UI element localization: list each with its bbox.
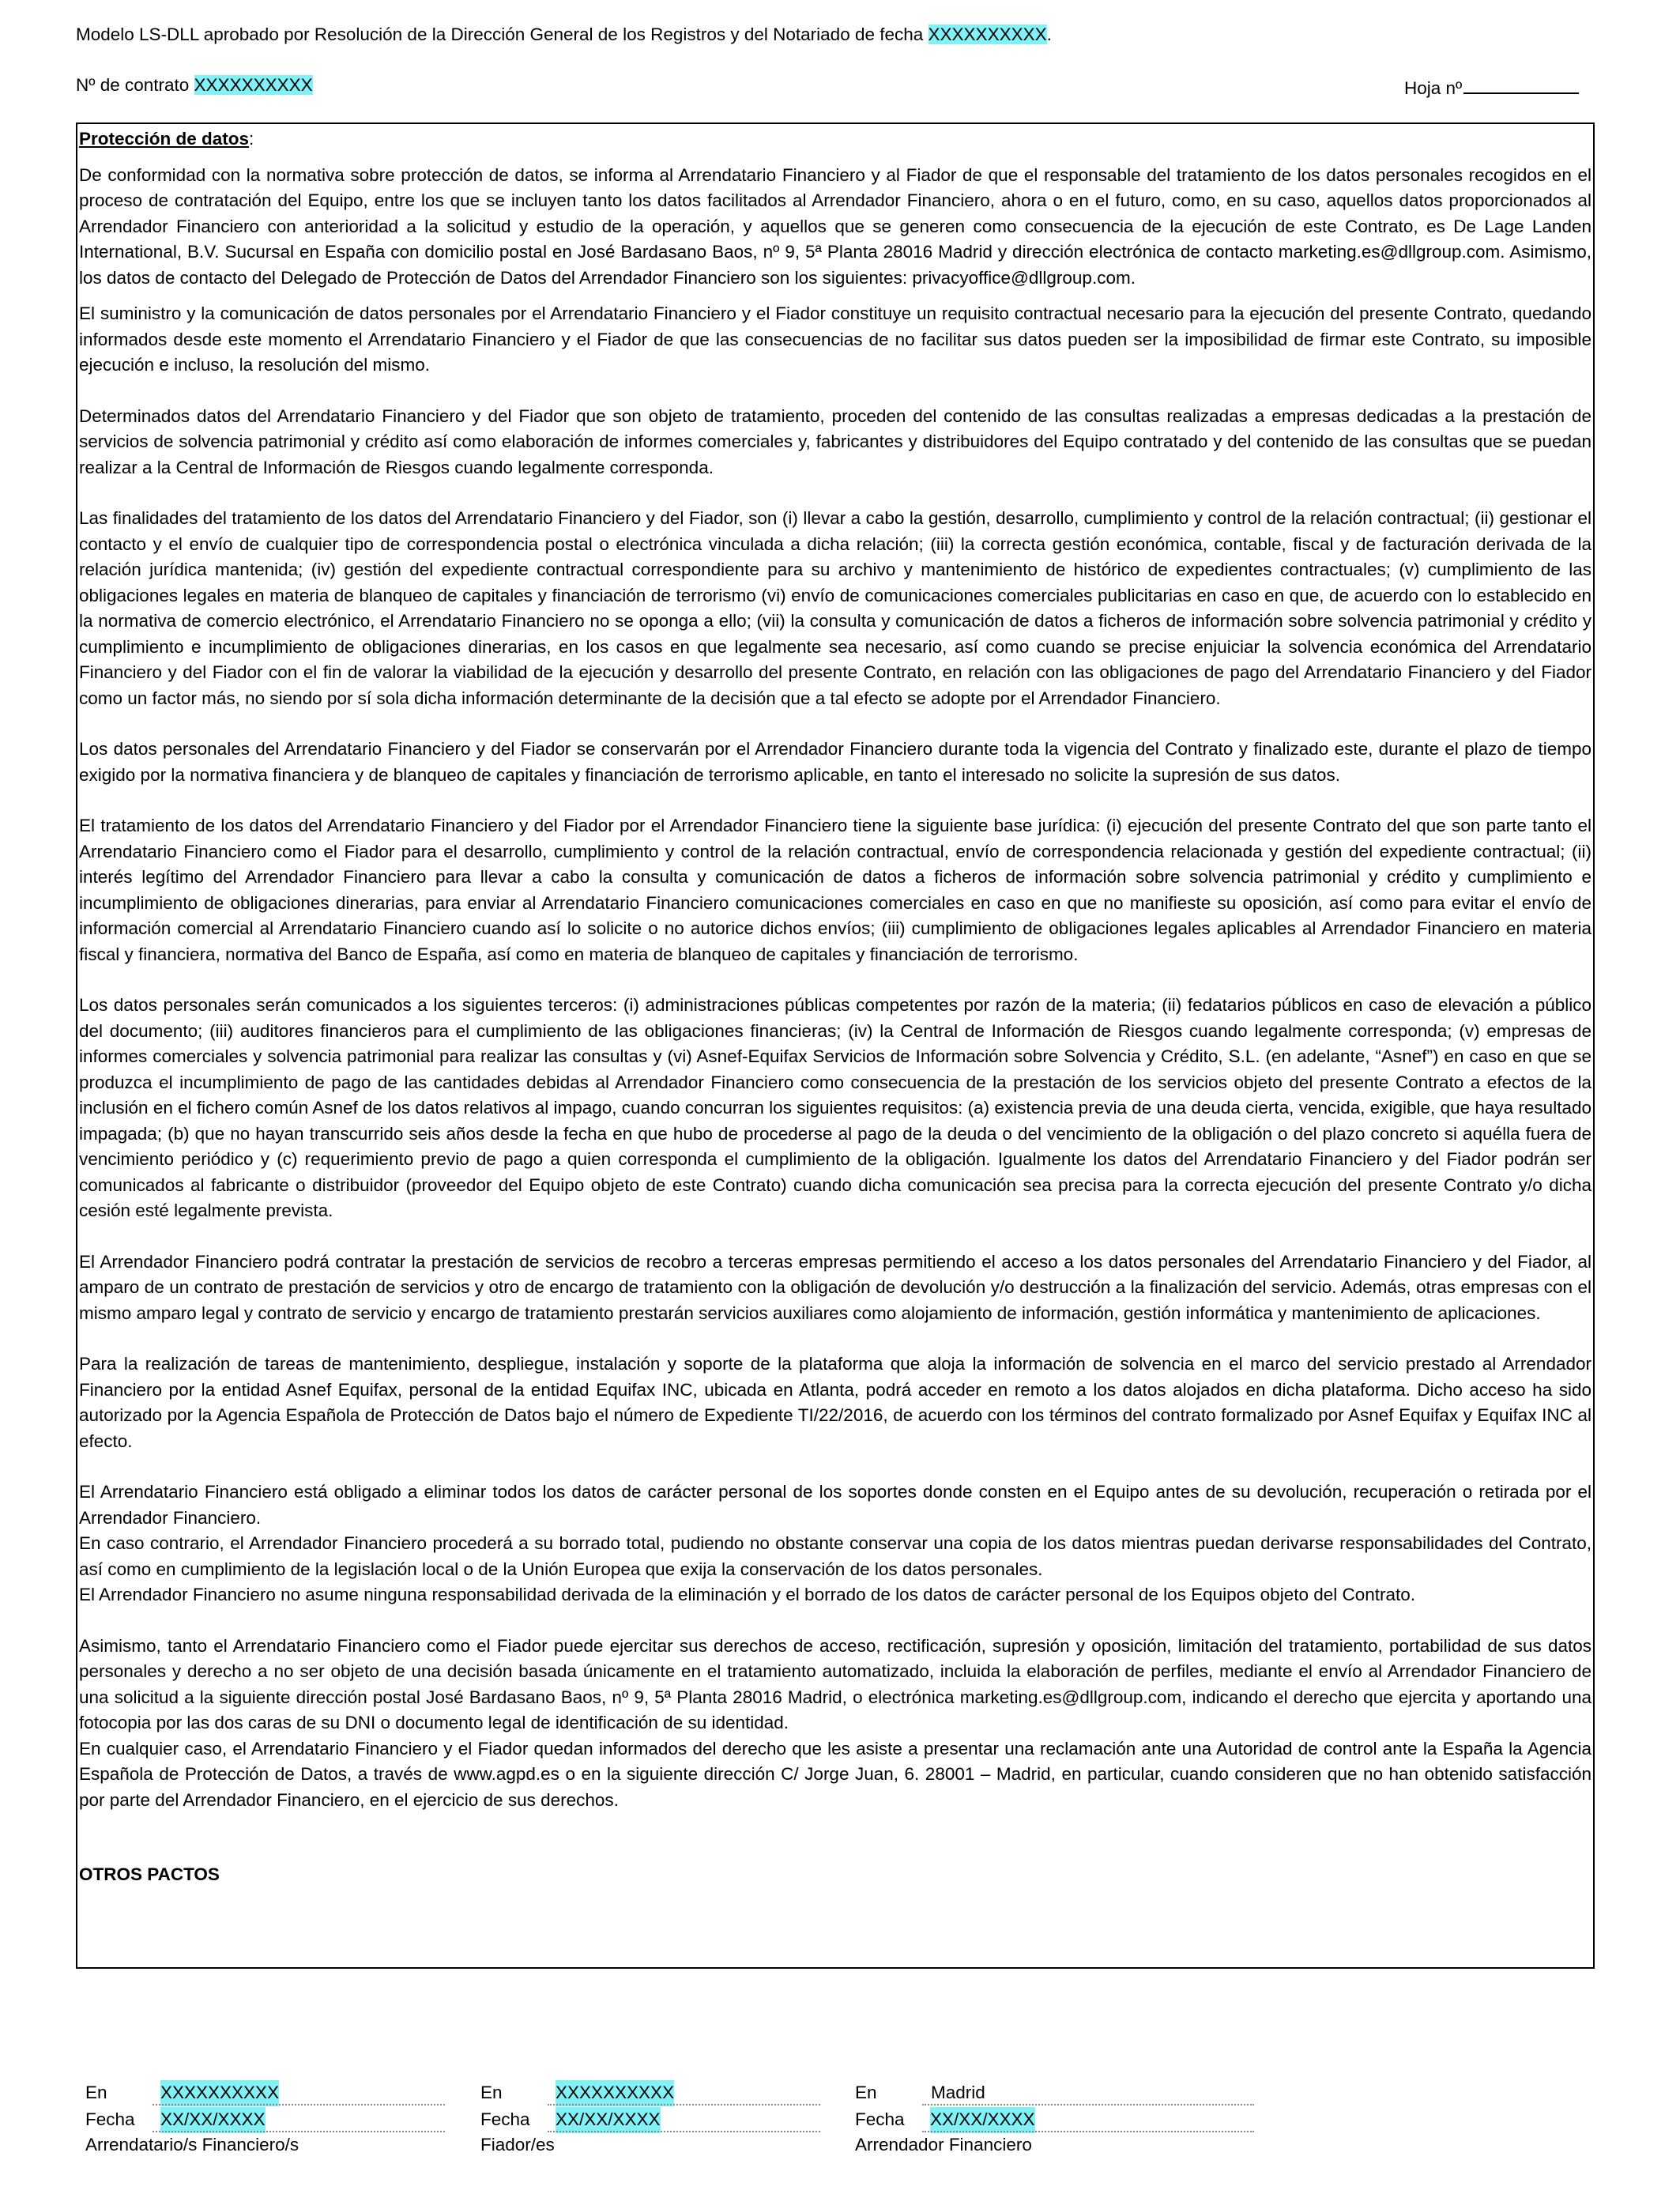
place-label: En — [480, 2083, 503, 2102]
date-label: Fecha — [480, 2109, 530, 2129]
sheet-number-line — [1404, 73, 1579, 102]
date-value: XX/XX/XXXX — [930, 2107, 1035, 2133]
signer-role: Fiador/es — [480, 2135, 555, 2154]
paragraph: De conformidad con la normativa sobre protección de datos, se informa al Arrendatario Financiero y al Fiador de que el responsable del tratamiento de los datos personales recogidos en el proceso de contratación del Equipo, entre los que se incluyen tanto los datos facilitados al Arrendador Financiero, ahora o en el futuro, como, en su caso, aquellos datos proporcionados al Arrendador Financiero con anterioridad a la solicitud y estudio de la operación, y aquellos que se generen como consecuencia de la ejecución de este Contrato, es De Lage Landen International, B.V. Sucursal en España con domicilio postal en José Bardasano Baos, nº 9, 5ª Planta 28016 Madrid y dirección electrónica de contacto marketing.es@dllgroup.com. Asimismo, los datos de contacto del Delegado de Protección de Datos del Arrendador Financiero son los siguientes: privacyoffice@dllgroup.com. — [79, 164, 1591, 288]
place-label: En — [855, 2083, 877, 2102]
paragraph: Para la realización de tareas de mantenimiento, despliegue, instalación y soporte de la plataforma que aloja la información de solvencia en el marco del servicio prestado al Arrendador Financiero por la entidad Asnef Equifax, personal de la entidad Equifax INC, ubicada en Atlanta, podrá acceder en remoto a los datos alojados en dicha plataforma. Dicho acceso ha sido autorizado por la Agencia Española de Protección de Datos bajo el número de Expediente TI/22/2016, de acuerdo con los términos del contrato formalizado por Asnef Equifax y Equifax INC al efecto. — [79, 1354, 1591, 1451]
contract-number: XXXXXXXXXX — [194, 75, 313, 95]
paragraph: En caso contrario, el Arrendador Financiero procederá a su borrado total, pudiendo no obstante conservar una copia de los datos mientras puedan derivarse responsabilidades del Contrato, así como en cumplimiento de la legislación local o de la Unión Europea que exija la conservación de los datos personales. — [79, 1533, 1591, 1579]
paragraph: Los datos personales serán comunicados a los siguientes terceros: (i) administraciones públicas competentes por razón de la materia; (ii) fedatarios públicos en caso de elevación a público del documento; (iii) auditores financieros para el cumplimiento de las obligaciones financieras; (iv) la Central de Información de Riesgos cuando legalmente corresponda; (v) empresas de informes comerciales y solvencia patrimonial para realizar las consultas y (vi) Asnef-Equifax Servicios de Información sobre Solvencia y Crédito, S.L. (en adelante, “Asnef”) en caso en que se produzca el incumplimiento de pago de las cantidades debidas al Arrendador Financiero como consecuencia de la prestación de los servicios objeto del presente Contrato a efectos de la inclusión en el fichero común Asnef de los datos relativos al impago, cuando concurran los siguientes requisitos: (a) existencia previa de una deuda cierta, vencida, exigible, que haya resultado impagada; (b) que no hayan transcurrido seis años desde la fecha en que hubo de procederse al pago de la deuda o del vencimiento de la obligación o del plazo concreto si aquélla fuera de vencimiento periódico y (c) requerimiento previo de pago a quien corresponda el cumplimiento de la obligación. Igualmente los datos del Arrendatario Financiero y del Fiador podrán ser comunicados al fabricante o distribuidor (proveedor del Equipo objeto de este Contrato) cuando dicha comunicación sea precisa para la correcta ejecución del presente Contrato y/o dicha cesión esté legalmente prevista. — [79, 995, 1591, 1220]
place-value: Madrid — [931, 2083, 985, 2102]
paragraph: El suministro y la comunicación de datos personales por el Arrendatario Financiero y el Fiador constituye un requisito contractual necesario para la ejecución del presente Contrato, quedando informados desde este momento el Arrendatario Financiero y el Fiador de que las consecuencias de no facilitar sus datos pueden ser la imposibilidad de firmar este Contrato, su imposible ejecución e incluso, la resolución del mismo. — [79, 303, 1591, 375]
model-approval-line — [76, 22, 1052, 48]
paragraph: Asimismo, tanto el Arrendatario Financiero como el Fiador puede ejercitar sus derechos de acceso, rectificación, supresión y oposición, limitación del tratamiento, portabilidad de sus datos personales y derecho a no ser objeto de una decisión basada únicamente en el tratamiento automatizado, incluida la elaboración de perfiles, mediante el envío al Arrendador Financiero de una solicitud a la siguiente dirección postal José Bardasano Baos, nº 9, 5ª Planta 28016 Madrid, o electrónica marketing.es@dllgroup.com, indicando el derecho que ejercita y aportando una fotocopia por las dos caras de su DNI o documento legal de identificación de su identidad. — [79, 1635, 1591, 1732]
paragraph: Las finalidades del tratamiento de los datos del Arrendatario Financiero y del Fiador, son (i) llevar a cabo la gestión, desarrollo, cumplimiento y control de la relación contractual; (ii) gestionar el contacto y el envío de cualquier tipo de correspondencia postal o electrónica vinculada a dicha relación; (iii) la correcta gestión económica, contable, fiscal y de facturación derivada de la relación jurídica mantenida; (iv) gestión del expediente contractual correspondiente para su archivo y mantenimiento de histórico de expedientes contractuales; (v) cumplimiento de las obligaciones legales en materia de blanqueo de capitales y financiación de terrorismo (vi) envío de comunicaciones comerciales publicitarias en caso en que, de acuerdo con lo establecido en la normativa de comercio electrónico, el Arrendatario Financiero no se oponga a ello; (vii) la consulta y comunicación de datos a ficheros de información sobre solvencia patrimonial y crédito y cumplimiento e incumplimiento de obligaciones dinerarias, en los casos en que legalmente sea necesario, así como cuando se precise enjuiciar la solvencia económica del Arrendatario Financiero y del Fiador con el fin de valorar la viabilidad de la ejecución y desarrollo del presente Contrato, en relación con las obligaciones de pago del Arrendatario Financiero y del Fiador como un factor más, no siendo por sí sola dicha información determinante de la decisión que a tal efecto se adopte por el Arrendador Financiero. — [79, 508, 1591, 708]
contract-number-line — [76, 73, 313, 99]
model-approval-end: . — [1046, 25, 1052, 44]
date-value: XX/XX/XXXX — [160, 2107, 266, 2133]
paragraph: El Arrendador Financiero podrá contratar la prestación de servicios de recobro a terceras empresas permitiendo el acceso a los datos personales del Arrendatario Financiero y del Fiador, al amparo de un contrato de prestación de servicios y otro de encargo de tratamiento con la obligación de devolución y/o destrucción a la finalización del servicio. Además, otras empresas con el mismo amparo legal y contrato de servicio y encargo de tratamiento prestarán servicios auxiliares como alojamiento de información, gestión informática y mantenimiento de aplicaciones. — [79, 1251, 1591, 1323]
place-label: En — [85, 2083, 107, 2102]
section-title-line — [79, 126, 1591, 153]
place-value: XXXXXXXXXX — [556, 2080, 674, 2106]
data-protection-box — [76, 123, 1595, 1969]
paragraph: En cualquier caso, el Arrendatario Financiero y el Fiador quedan informados del derecho que les asiste a presentar una reclamación ante una Autoridad de control ante la España la Agencia Española de Protección de Datos, a través de www.agpd.es o en la siguiente dirección C/ Jorge Juan, 6. 28001 – Madrid, en particular, cuando consideren que no han obtenido satisfacción por parte del Arrendador Financiero, en el ejercicio de sus derechos. — [79, 1738, 1591, 1810]
paragraph: El Arrendador Financiero no asume ninguna responsabilidad derivada de la eliminación y el borrado de los datos de carácter personal de los Equipos objeto del Contrato. — [79, 1585, 1416, 1604]
paragraph: El tratamiento de los datos del Arrendatario Financiero y del Fiador por el Arrendador Financiero tiene la siguiente base jurídica: (i) ejecución del presente Contrato del que son parte tanto el Arrendatario Financiero como el Fiador para el desarrollo, cumplimiento y control de la relación contractual, envío de correspondencia relacionada y gestión del expediente contractual; (ii) interés legítimo del Arrendador Financiero para llevar a cabo la consulta y comunicación de datos a ficheros de información sobre solvencia patrimonial y crédito y cumplimiento e incumplimiento de obligaciones dinerarias, para enviar al Arrendatario Financiero comunicaciones comerciales en caso en que no manifieste su oposición, así como para evitar el envío de información comercial al Arrendatario Financiero cuando así lo solicite o no autorice dichos envíos; (iii) cumplimiento de obligaciones legales aplicables al Arrendador Financiero en materia fiscal y financiera, normativa del Banco de España, así como en materia de blanqueo de capitales y financiación de terrorismo. — [79, 816, 1591, 964]
otros-pactos-title: OTROS PACTOS — [79, 1864, 220, 1884]
contract-label: Nº de contrato — [76, 75, 194, 95]
sheet-number-blank — [1463, 73, 1579, 94]
date-label: Fecha — [855, 2109, 905, 2129]
paragraph: El Arrendatario Financiero está obligado a eliminar todos los datos de carácter personal de los soportes donde consten en el Equipo antes de su devolución, recuperación o retirada por el Arrendador Financiero. — [79, 1482, 1591, 1528]
signer-role: Arrendatario/s Financiero/s — [85, 2135, 299, 2154]
model-approval-text: Modelo LS-DLL aprobado por Resolución de la Dirección General de los Registros y del Notariado de fecha — [76, 25, 929, 44]
section-title: Protección de datos — [79, 129, 250, 149]
dotted-line — [548, 2104, 820, 2105]
section-title-suffix: : — [249, 129, 254, 149]
date-value: XX/XX/XXXX — [556, 2107, 661, 2133]
paragraph: Los datos personales del Arrendatario Financiero y del Fiador se conservarán por el Arrendador Financiero durante toda la vigencia del Contrato y finalizado este, durante el plazo de tiempo exigido por la normativa financiera y de blanqueo de capitales y financiación de terrorismo aplicable, en tanto el interesado no solicite la supresión de sus datos. — [79, 739, 1591, 785]
date-label: Fecha — [85, 2109, 135, 2129]
paragraph: Determinados datos del Arrendatario Financiero y del Fiador que son objeto de tratamiento, proceden del contenido de las consultas realizadas a empresas dedicadas a la prestación de servicios de solvencia patrimonial y crédito así como elaboración de informes comerciales y, fabricantes y distribuidores del Equipo contratado y del contenido de las consultas que se puedan realizar a la Central de Información de Riesgos cuando legalmente corresponda. — [79, 405, 1591, 477]
dotted-line — [153, 2104, 445, 2105]
signer-role: Arrendador Financiero — [855, 2135, 1032, 2154]
sheet-label: Hoja nº — [1404, 78, 1463, 98]
model-date-placeholder: XXXXXXXXXX — [928, 25, 1047, 44]
dotted-line — [548, 2131, 820, 2132]
dotted-line — [922, 2104, 1254, 2105]
place-value: XXXXXXXXXX — [160, 2080, 279, 2106]
